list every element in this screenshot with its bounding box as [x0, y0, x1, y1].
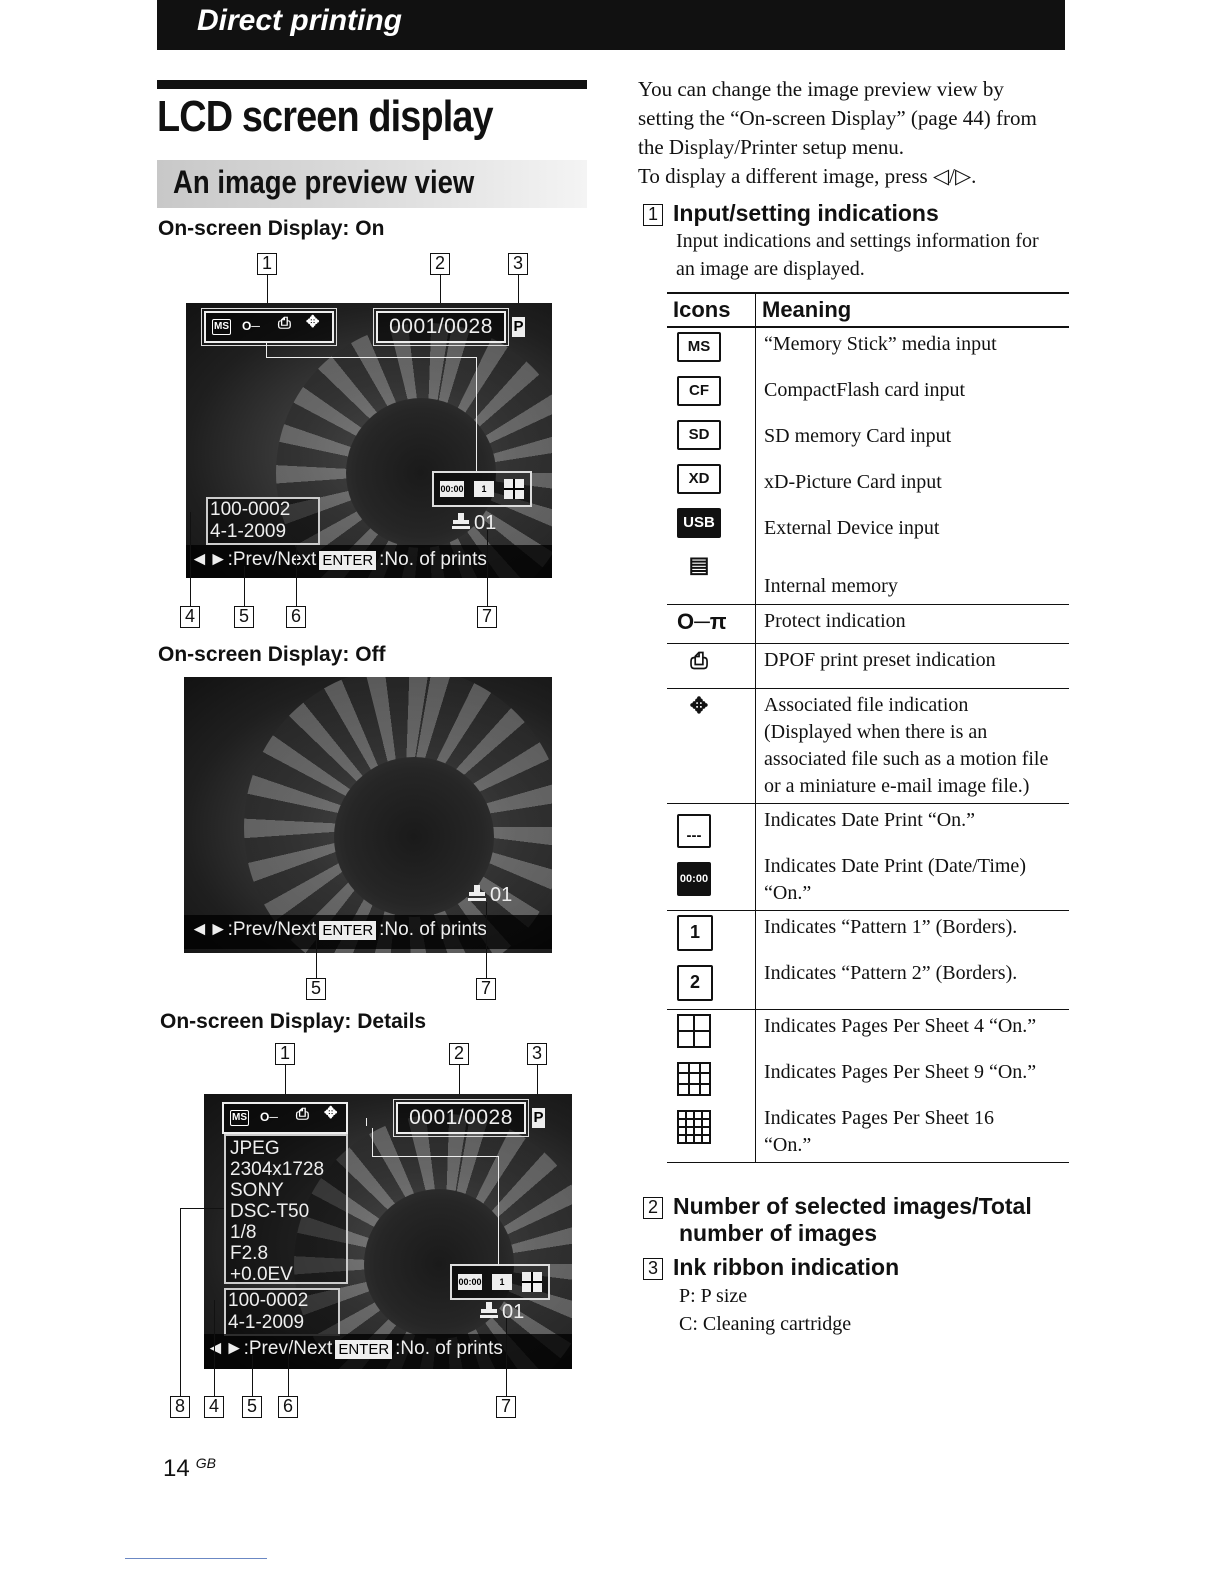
meaning-text: Associated file indication	[764, 694, 969, 716]
item-title-line-2: number of images	[679, 1220, 878, 1246]
associated-file-icon: ✥	[324, 1105, 338, 1122]
input-indications-box	[222, 1102, 348, 1134]
image-counter-box	[396, 1102, 526, 1134]
callout-5: 5	[234, 606, 254, 628]
prints-count: 01	[502, 1301, 525, 1323]
memory-stick-icon: MS	[212, 319, 231, 335]
meaning-text: CompactFlash card input	[764, 379, 966, 401]
lcd-screen-details	[204, 1094, 572, 1369]
callout-1: 1	[257, 253, 277, 275]
shooting-date: 4-1-2009	[228, 1312, 305, 1333]
table-row	[667, 605, 1069, 644]
section-band	[157, 160, 587, 208]
xd-card-input-icon: XD	[677, 464, 721, 494]
date-time-icon: 00:00	[458, 1274, 482, 1290]
region-code: GB	[195, 1455, 216, 1471]
table-row	[667, 1010, 1069, 1163]
title-rule	[157, 80, 587, 89]
icons-table	[667, 292, 1069, 1163]
item-number: 2	[643, 1197, 663, 1219]
table-row	[667, 644, 1069, 689]
meaning-text: (Displayed when there is an	[764, 721, 988, 743]
number-of-prints	[468, 883, 512, 907]
meaning-cell	[756, 804, 1070, 911]
print-stamp-icon	[468, 883, 486, 903]
meaning-text: “On.”	[764, 1134, 812, 1156]
media-meanings-cell	[756, 327, 1070, 605]
table-header-row	[667, 293, 1069, 327]
item-title: Ink ribbon indication	[673, 1254, 900, 1280]
callout-6: 6	[278, 1396, 298, 1418]
callout-2: 2	[430, 253, 450, 275]
meaning-column-header: Meaning	[756, 293, 1070, 327]
pages-per-sheet-4-icon	[522, 1272, 542, 1292]
item-desc-line: an image are displayed.	[676, 258, 865, 280]
associated-file-icon: ✥	[689, 693, 709, 718]
item-number: 3	[643, 1258, 663, 1280]
leader-line	[506, 1318, 507, 1396]
leader-line	[266, 343, 267, 357]
meaning-text: Internal memory	[764, 575, 898, 597]
leader-line	[486, 902, 487, 978]
item-number: 1	[643, 204, 663, 226]
leader-line	[296, 545, 297, 606]
nav-prev-next: ◄►:Prev/Next	[190, 919, 317, 940]
callout-1: 1	[275, 1043, 295, 1065]
details-info-box	[224, 1134, 348, 1284]
callout-7: 7	[476, 978, 496, 1000]
nav-prev-next: ◄►:Prev/Next	[206, 1338, 333, 1359]
meaning-text: Indicates Date Print “On.”	[764, 809, 976, 831]
callout-4: 4	[180, 606, 200, 628]
meaning-text: DPOF print preset indication	[756, 644, 1070, 689]
table-row	[667, 911, 1069, 1010]
nav-no-of-prints: :No. of prints	[379, 549, 487, 570]
meaning-text: Protect indication	[756, 605, 1070, 644]
ink-ribbon-indicator: P	[513, 318, 524, 335]
meaning-text: External Device input	[764, 517, 940, 539]
screen-on-heading: On-screen Display: On	[158, 217, 385, 240]
protect-icon: O─	[260, 1110, 278, 1124]
dpof-icon: ⎙	[690, 648, 708, 673]
pattern-1-icon: 1	[492, 1274, 512, 1290]
icons-column-header: Icons	[667, 293, 756, 327]
icon-cell	[667, 689, 756, 804]
file-info-box	[206, 497, 320, 545]
memory-stick-input-icon: MS	[677, 332, 721, 362]
intro-line: You can change the image preview view by	[638, 77, 1004, 101]
usb-input-icon: USB	[677, 508, 721, 538]
enter-key-icon: ENTER	[335, 1340, 392, 1359]
item-3-description	[679, 1282, 851, 1338]
leader-line	[244, 566, 245, 606]
nav-prev-next: ◄►:Prev/Next	[190, 549, 317, 570]
item-3-heading	[643, 1254, 899, 1281]
callout-3: 3	[527, 1043, 547, 1065]
meaning-text: Indicates Pages Per Sheet 9 “On.”	[764, 1061, 1037, 1083]
file-number: 100-0002	[228, 1290, 309, 1311]
callout-7: 7	[477, 606, 497, 628]
protect-icon: O─π	[677, 609, 727, 634]
table-row	[667, 327, 1069, 605]
print-settings-icons	[450, 1264, 550, 1300]
date-print-icon: ---	[677, 814, 711, 848]
pattern-1-icon: 1	[474, 481, 494, 497]
ink-ribbon-indicator: P	[533, 1109, 544, 1126]
print-stamp-icon	[452, 511, 470, 531]
internal-memory-icon: ▤	[688, 552, 710, 577]
nav-bar	[184, 915, 552, 949]
meaning-cell	[756, 1010, 1070, 1163]
leader-line	[498, 1156, 499, 1264]
lcd-screen-off	[184, 677, 552, 953]
screen-details-heading: On-screen Display: Details	[160, 1010, 427, 1033]
pages-per-sheet-16-icon	[677, 1110, 711, 1144]
intro-line: To display a different image, press ◁/▷.	[638, 164, 977, 188]
protect-icon: O─	[242, 319, 260, 333]
sd-card-input-icon: SD	[677, 420, 721, 450]
icon-cell	[667, 804, 756, 911]
image-counter-box	[376, 311, 506, 343]
item-title: Input/setting indications	[673, 200, 939, 226]
leader-line	[252, 1355, 253, 1396]
item-1-heading	[643, 200, 939, 227]
callout-5: 5	[306, 978, 326, 1000]
page-title: LCD screen display	[157, 92, 493, 141]
intro-line: setting the “On-screen Display” (page 44) from	[638, 106, 1037, 130]
item-desc-line: P: P size	[679, 1285, 748, 1307]
meaning-text: Indicates Pages Per Sheet 4 “On.”	[764, 1015, 1037, 1037]
callout-5: 5	[242, 1396, 262, 1418]
lcd-screen-on	[186, 303, 552, 578]
image-counter: 0001/0028	[409, 1106, 513, 1129]
table-row	[667, 689, 1069, 804]
detail-exposure: +0.0EV	[230, 1264, 293, 1285]
nav-bar	[186, 545, 552, 578]
icon-cell	[667, 1010, 756, 1163]
print-stamp-icon	[480, 1300, 498, 1320]
number-of-prints	[480, 1300, 524, 1324]
footer-rule	[125, 1558, 267, 1559]
meaning-text: SD memory Card input	[764, 425, 952, 447]
detail-aperture: F2.8	[230, 1243, 269, 1264]
meaning-cell	[756, 911, 1070, 1010]
callout-2: 2	[449, 1043, 469, 1065]
leader-line	[366, 1118, 367, 1126]
nav-no-of-prints: :No. of prints	[379, 919, 487, 940]
intro-text	[638, 75, 1037, 191]
meaning-text: Indicates Pages Per Sheet 16	[764, 1107, 994, 1129]
memory-stick-icon: MS	[230, 1110, 249, 1126]
page-number-value: 14	[163, 1455, 190, 1482]
item-2-heading	[643, 1193, 1032, 1247]
meaning-text: Indicates “Pattern 1” (Borders).	[764, 916, 1018, 938]
image-counter: 0001/0028	[389, 315, 493, 338]
leader-line	[476, 357, 477, 471]
compactflash-input-icon: CF	[677, 376, 721, 406]
leader-line	[180, 1208, 224, 1209]
icon-cell	[667, 911, 756, 1010]
meaning-text: Indicates Date Print (Date/Time)	[764, 855, 1026, 877]
page-number	[163, 1455, 216, 1483]
file-number: 100-0002	[210, 499, 291, 520]
callout-4: 4	[204, 1396, 224, 1418]
item-title: Number of selected images/Total	[673, 1193, 1032, 1219]
input-indications-box	[204, 311, 334, 343]
leader-line	[266, 357, 476, 358]
date-time-icon: 00:00	[440, 481, 464, 497]
leader-line	[190, 512, 191, 606]
nav-bar	[204, 1334, 572, 1369]
prints-count: 01	[474, 512, 497, 534]
pattern-1-icon: 1	[677, 915, 713, 951]
shooting-date: 4-1-2009	[210, 521, 287, 542]
callout-3: 3	[508, 253, 528, 275]
item-desc-line: Input indications and settings information for	[676, 230, 1039, 252]
pages-per-sheet-4-icon	[677, 1014, 711, 1048]
leader-line	[372, 1156, 498, 1157]
pages-per-sheet-4-icon	[504, 479, 524, 499]
icon-cell	[667, 605, 756, 644]
callout-7: 7	[496, 1396, 516, 1418]
section-header-bar	[157, 0, 1065, 50]
meaning-text: “Memory Stick” media input	[764, 333, 997, 355]
callout-8: 8	[170, 1396, 190, 1418]
screen-off-heading: On-screen Display: Off	[158, 643, 386, 666]
enter-key-icon: ENTER	[319, 551, 376, 570]
meaning-cell	[756, 689, 1070, 804]
callout-6: 6	[286, 606, 306, 628]
detail-maker: SONY	[230, 1180, 284, 1201]
dpof-icon: ⎙	[296, 1106, 309, 1123]
meaning-text: associated file such as a motion file	[764, 748, 1049, 770]
detail-shutter: 1/8	[230, 1222, 257, 1243]
intro-line: the Display/Printer setup menu.	[638, 135, 904, 159]
file-info-box	[224, 1288, 340, 1336]
print-settings-icons	[432, 471, 532, 507]
date-time-print-icon: 00:00	[677, 862, 711, 896]
meaning-text: or a miniature e-mail image file.)	[764, 775, 1030, 797]
pages-per-sheet-9-icon	[677, 1062, 711, 1096]
section-header-text: Direct printing	[197, 4, 403, 37]
meaning-text: Indicates “Pattern 2” (Borders).	[764, 962, 1018, 984]
item-1-description	[676, 227, 1039, 283]
detail-model: DSC-T50	[230, 1201, 310, 1222]
enter-key-icon: ENTER	[319, 921, 376, 940]
nav-no-of-prints: :No. of prints	[395, 1338, 503, 1359]
section-title: An image preview view	[173, 164, 475, 200]
number-of-prints	[452, 511, 496, 535]
leader-line	[214, 1300, 215, 1396]
detail-resolution: 2304x1728	[230, 1159, 325, 1180]
meaning-text: “On.”	[764, 882, 812, 904]
table-row	[667, 804, 1069, 911]
meaning-text: xD-Picture Card input	[764, 471, 942, 493]
associated-file-icon: ✥	[306, 314, 320, 331]
prints-count: 01	[490, 884, 513, 906]
leader-line	[487, 530, 488, 606]
pattern-2-icon: 2	[677, 965, 713, 1001]
item-desc-line: C: Cleaning cartridge	[679, 1313, 852, 1335]
dpof-icon: ⎙	[278, 315, 291, 332]
detail-format: JPEG	[230, 1138, 280, 1159]
leader-line	[288, 1340, 289, 1396]
leader-line	[372, 1128, 373, 1156]
media-icons-cell	[667, 327, 756, 605]
leader-line	[180, 1208, 181, 1396]
icon-cell	[667, 644, 756, 689]
leader-line	[316, 922, 317, 978]
